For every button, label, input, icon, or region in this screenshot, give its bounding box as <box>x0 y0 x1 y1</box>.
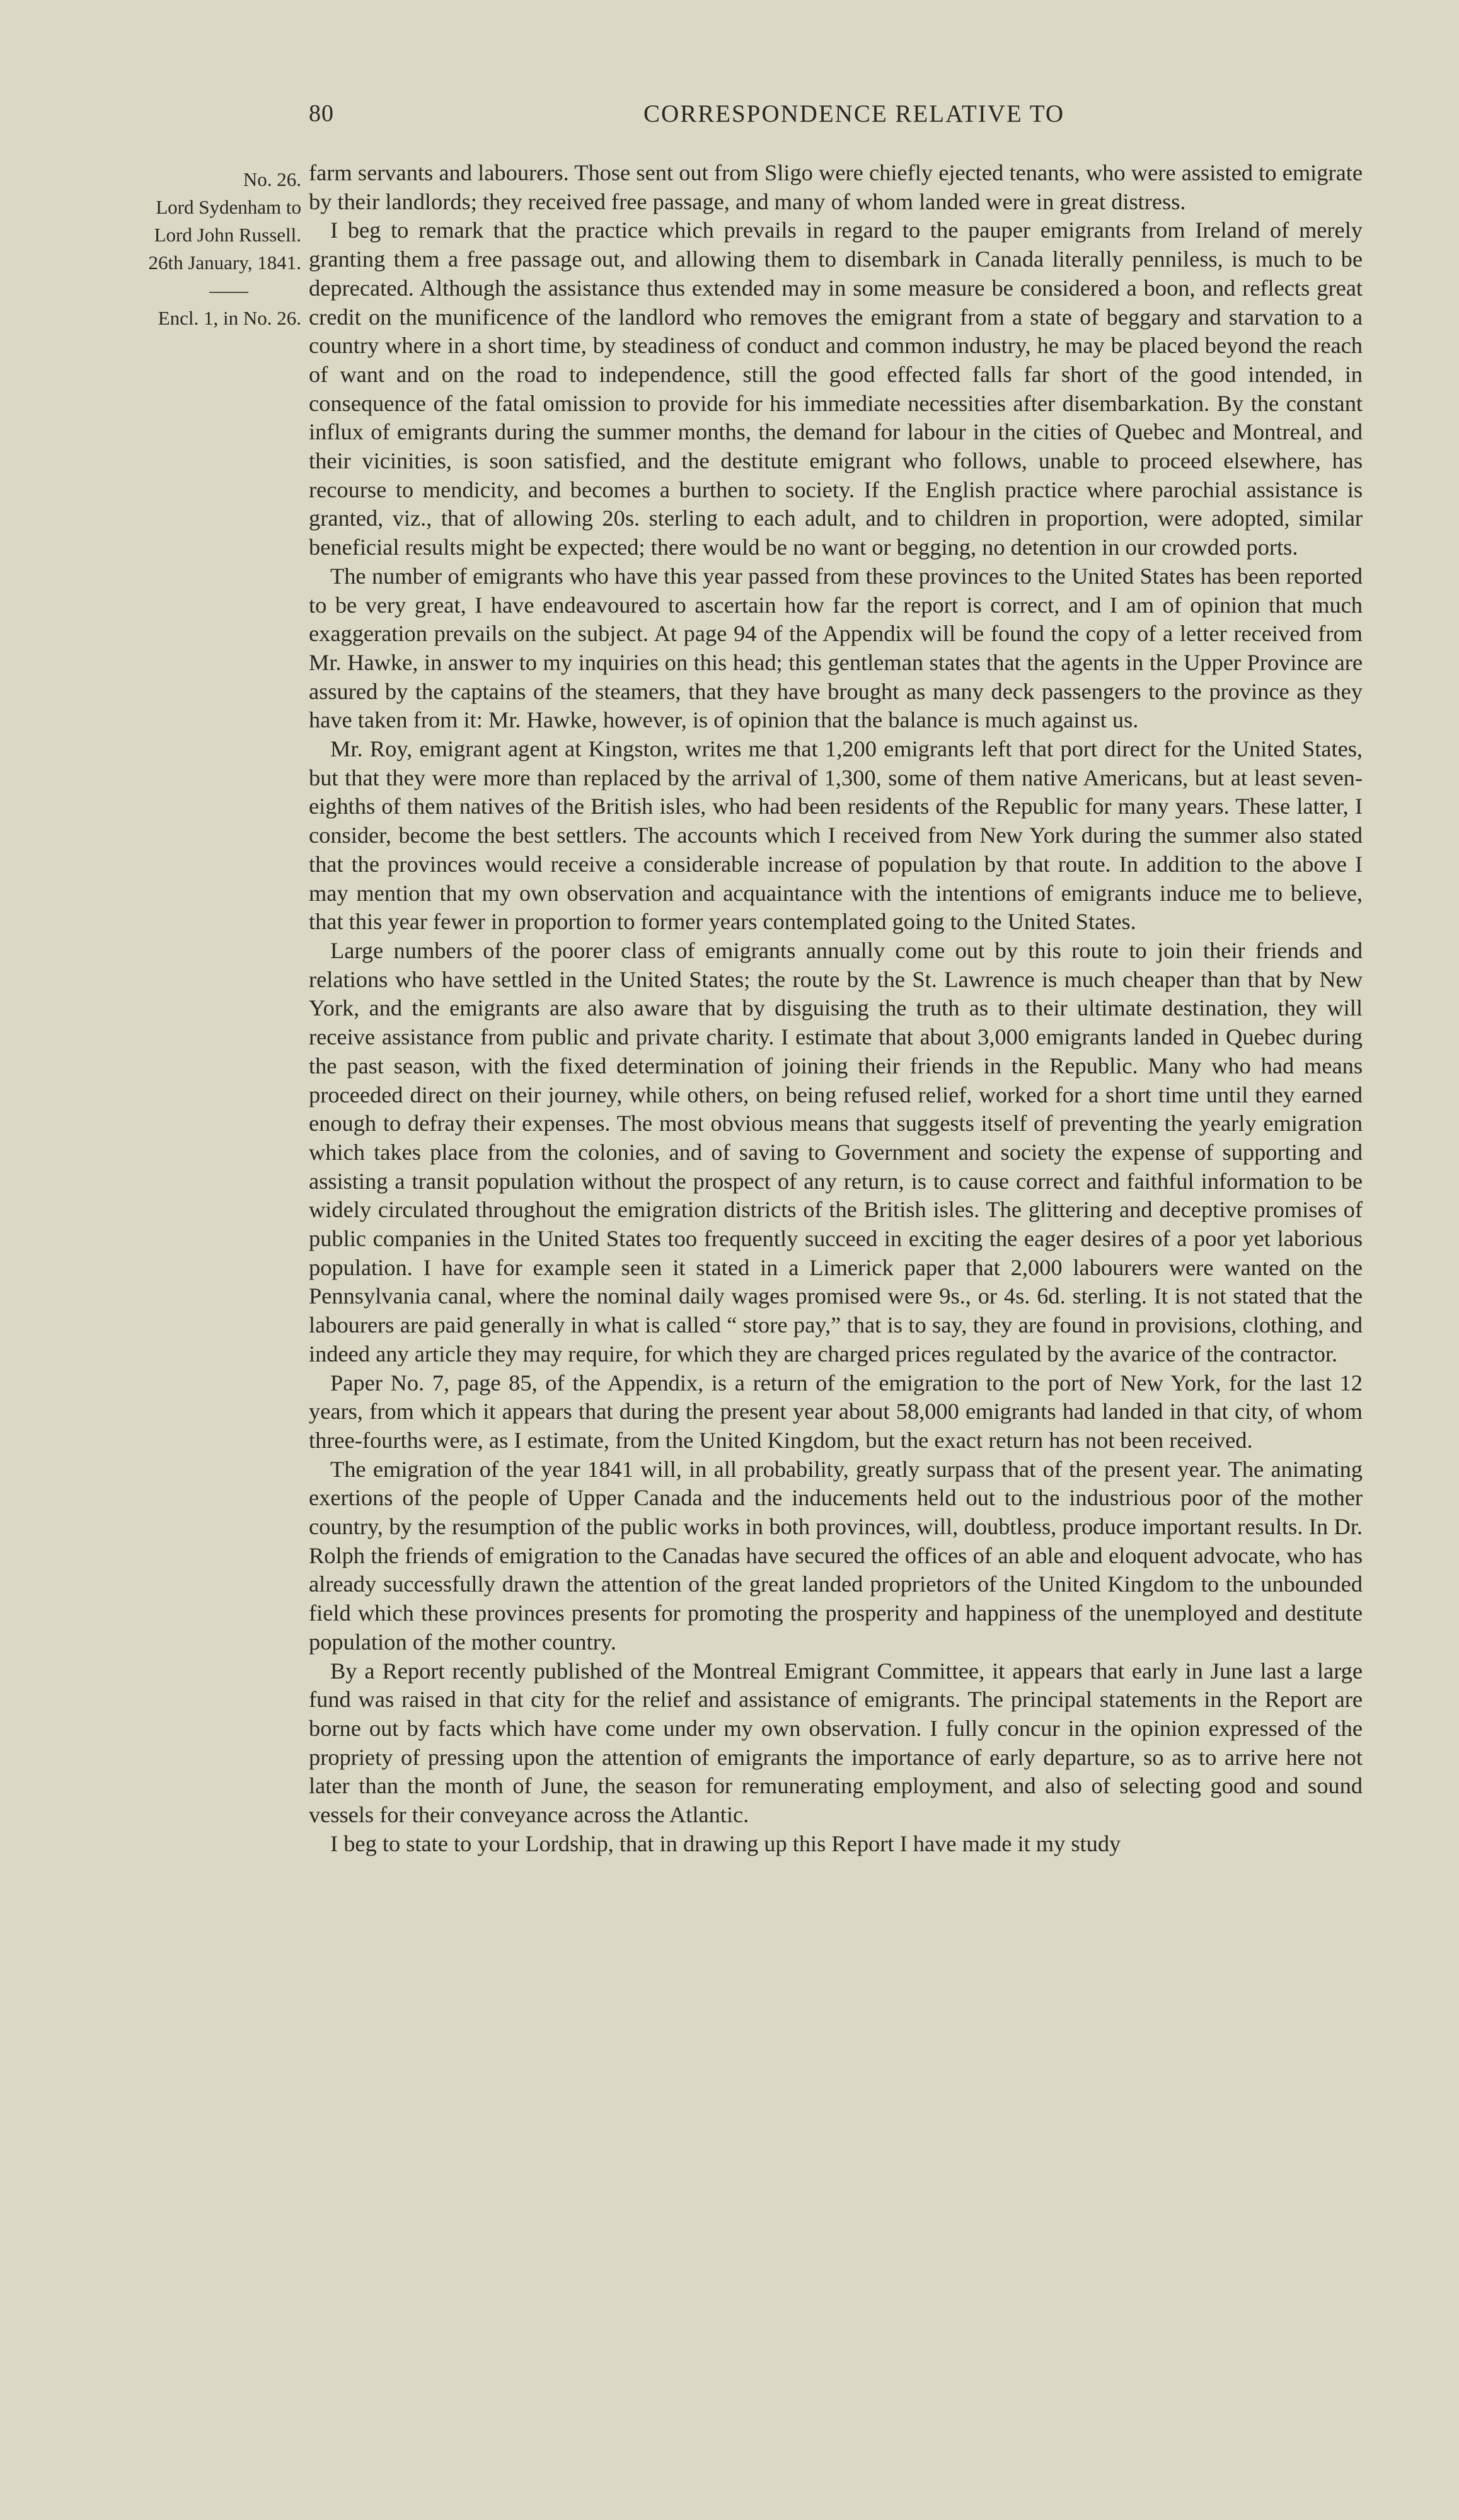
page-header <box>309 100 1361 137</box>
body-text <box>309 159 1363 1858</box>
paragraph: farm servants and labourers. Those sent out from Sligo were chiefly ejected tenants, who were assisted to emigrate by their landlords; they received free passage, and many of whom landed were in great distress. <box>309 160 1363 214</box>
dispatch-date: 26th January, 1841. <box>148 251 301 274</box>
paragraph: The number of emigrants who have this year passed from these provinces to the United States has been reported to be very great, I have endeavoured to ascertain how far the report is correct, and I am of opinion that much exaggeration prevails on the subject. At page 94 of the Appendix will be found the copy of a letter received from Mr. Hawke, in answer to my inquiries on this head; this gentleman states that the agents in the Upper Province are assured by the captains of the steamers, that they have brought as many deck passengers to the province as they have taken from it: Mr. Hawke, however, is of opinion that the balance is much against us. <box>309 563 1363 733</box>
paragraph: Mr. Roy, emigrant agent at Kingston, writes me that 1,200 emigrants left that port direct for the United States, but that they were more than replaced by the arrival of 1,300, some of them native Americans, but at least seven-eighths of them natives of the British isles, who had been residents of the Republic for many years. These latter, I consider, become the best settlers. The accounts which I received from New York during the summer also stated that the provinces would receive a considerable increase of population by that route. In addition to the above I may mention that my own observation and acquaintance with the intentions of emigrants induce me to believe, that this year fewer in proportion to former years contemplated going to the United States. <box>309 736 1363 935</box>
dispatch-to: Lord John Russell. <box>154 224 301 246</box>
paragraph: Large numbers of the poorer class of emigrants annually come out by this route to join their friends and relations who have settled in the United States; the route by the St. Lawrence is much cheaper than that by New York, and the emigrants are also aware that by disguising the truth as to their ultimate destination, they will receive assistance from public and private charity. I estimate that about 3,000 emigrants landed in Quebec during the past season, with the fixed determination of joining their friends in the Republic. Many who had means proceeded direct on their journey, while others, on being refused relief, worked for a short time until they earned enough to defray their expenses. The most obvious means that suggests itself of preventing the yearly emigration which takes place from the colonies, and of saving to Government and society the expense of supporting and assisting a transit population without the prospect of any return, is to cause correct and faithful information to be widely circulated throughout the emigration districts of the British isles. The glittering and deceptive promises of public companies in the United States too frequently succeed in exciting the eager desires of a poor yet laborious population. I have for example seen it stated in a Limerick paper that 2,000 labourers were wanted on the Pennsylvania canal, where the nominal daily wages promised were 9s., or 4s. 6d. sterling. It is not stated that the labourers are paid generally in what is called “ store pay,” that is to say, they are found in provisions, clothing, and indeed any article they may require, for which they are charged prices regulated by the avarice of the contractor. <box>309 937 1363 1367</box>
margin-notes <box>100 166 301 332</box>
paragraph: The emigration of the year 1841 will, in all probability, greatly surpass that of the present year. The animating exertions of the people of Upper Canada and the inducements held out to the industrious poor of the mother country, by the resumption of the public works in both provinces, will, doubtless, produce important results. In Dr. Rolph the friends of emigration to the Canadas have secured the offices of an able and eloquent advocate, who has already successfully drawn the attention of the great landed proprietors of the United Kingdom to the unbounded field which these provinces presents for promoting the prosperity and happiness of the unemployed and destitute population of the mother country. <box>309 1456 1363 1655</box>
running-title: CORRESPONDENCE RELATIVE TO <box>643 100 1065 127</box>
paragraph: I beg to remark that the practice which prevails in regard to the pauper emigrants from Ireland of merely granting them a free passage out, and allowing them to disembark in Canada literally penniless, is much to be deprecated. Although the assistance thus extended may in some measure be considered a boon, and reflects great credit on the munificence of the landlord who removes the emigrant from a state of beggary and starvation to a country where in a short time, by steadiness of conduct and common industry, he may be placed beyond the reach of want and on the road to independence, still the good effected falls far short of the good intended, in consequence of the fatal omission to provide for his immediate necessities after disembarkation. By the constant influx of emigrants during the summer months, the demand for labour in the cities of Quebec and Montreal, and their vicinities, is soon satisfied, and the destitute emigrant who follows, unable to proceed elsewhere, has recourse to mendicity, and becomes a burthen to society. If the English practice where parochial assistance is granted, viz., that of allowing 20s. sterling to each adult, and to children in proportion, were adopted, similar beneficial results might be expected; there would be no want or begging, no detention in our crowded ports. <box>309 217 1363 560</box>
margin-divider: —— <box>209 279 248 301</box>
paragraph: Paper No. 7, page 85, of the Appendix, is a return of the emigration to the port of New York, for the last 12 years, from which it appears that during the present year about 58,000 emigrants had landed in that city, of whom three-fourths were, as I estimate, from the United Kingdom, but the exact return has not been received. <box>309 1370 1363 1453</box>
paragraph: I beg to state to your Lordship, that in drawing up this Report I have made it my study <box>330 1830 1121 1856</box>
enclosure-reference: Encl. 1, in No. 26. <box>158 307 301 329</box>
page-number: 80 <box>309 100 334 127</box>
paragraph: By a Report recently published of the Montreal Emigrant Committee, it appears that early in June last a large fund was raised in that city for the relief and assistance of emigrants. The principal statements in the Report are borne out by facts which have come under my own observation. I fully concur in the opinion expressed of the propriety of pressing upon the attention of emigrants the importance of early departure, so as to arrive here not later than the month of June, the season for remunerating employment, and also of selecting good and sound vessels for their conveyance across the Atlantic. <box>309 1658 1363 1828</box>
dispatch-from: Lord Sydenham to <box>156 196 301 218</box>
dispatch-number: No. 26. <box>243 168 301 190</box>
